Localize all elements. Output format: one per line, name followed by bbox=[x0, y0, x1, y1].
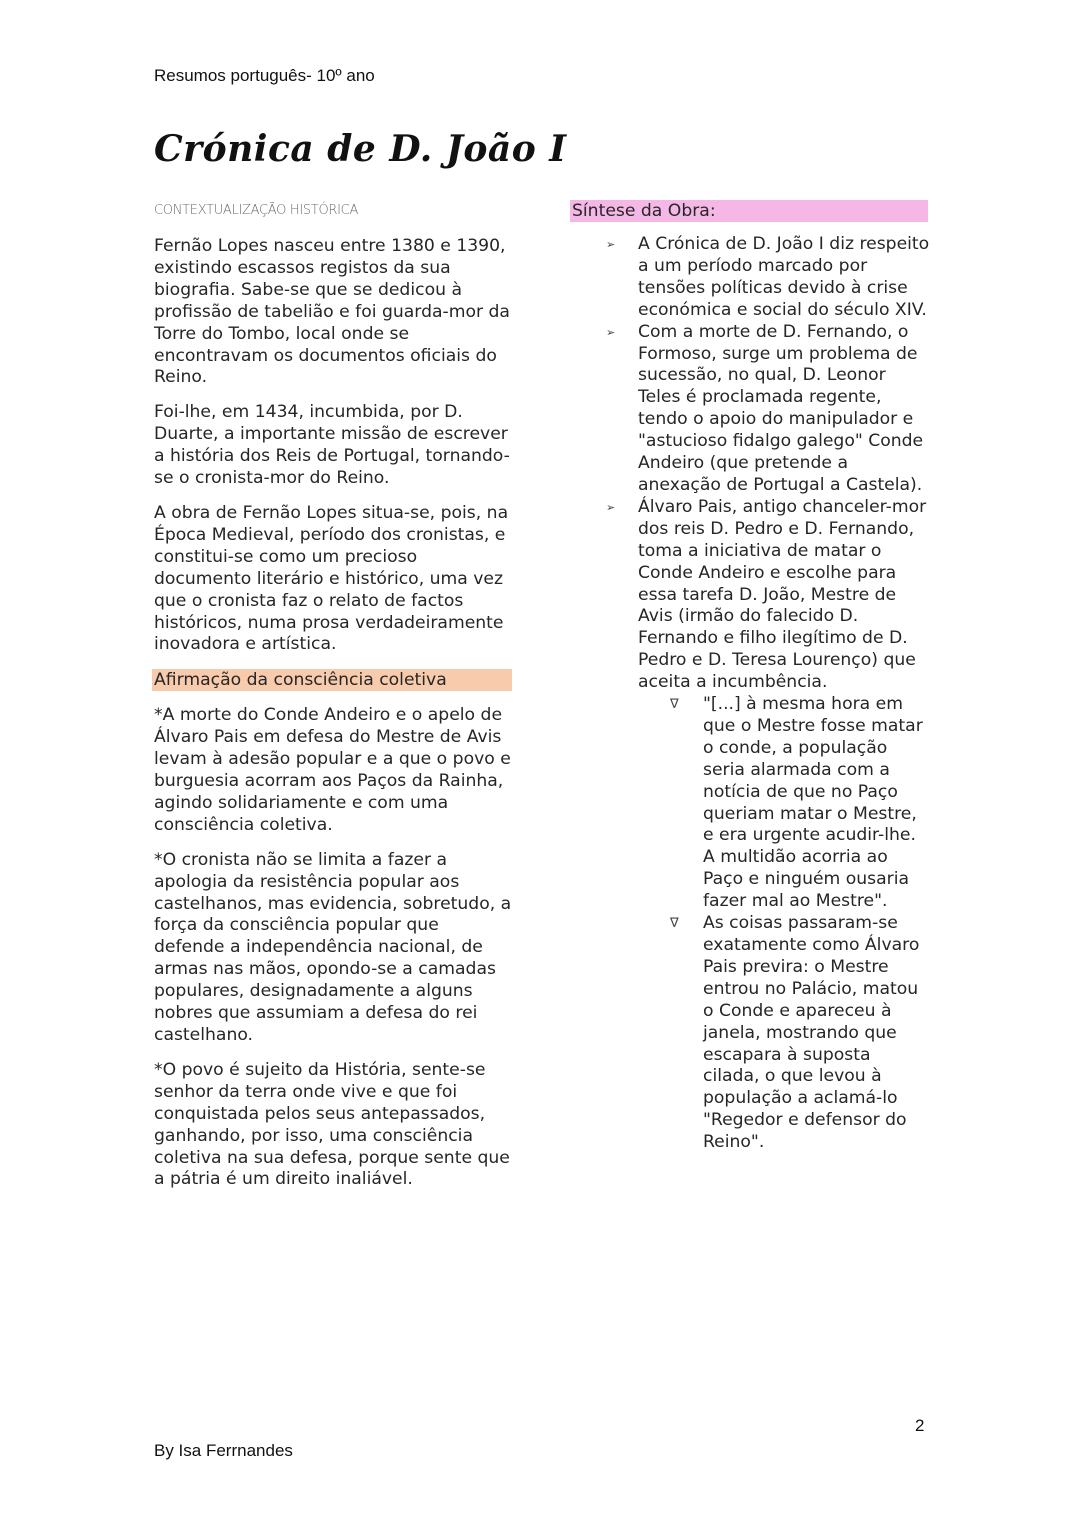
arrow-bullet-icon: ➢ bbox=[606, 238, 616, 251]
arrow-bullet-icon: ➢ bbox=[606, 325, 616, 339]
synthesis-list bbox=[570, 234, 930, 1154]
page-footer-author: By Isa Ferrnandes bbox=[154, 1441, 293, 1460]
list-item-text: Com a morte de D. Fernando, o Formoso, surge um problema de sucessão, no qual, D. Leonor Teles é proclamada regente, tendo o apoio do manipulador e "astucioso fidalgo galego" Conde Andeiro (que pretende a anexação de Portugal a Castela). bbox=[638, 321, 924, 495]
list-item bbox=[570, 234, 930, 322]
right-column bbox=[570, 200, 930, 1154]
left-column bbox=[154, 203, 514, 1204]
highlighted-heading-sintese: Síntese da Obra: bbox=[570, 200, 928, 222]
point-paragraph: *O cronista não se limita a fazer a apologia da resistência popular aos castelhanos, mas evidencia, sobretudo, a força da consciência popular que defende a independência nacional, de armas nas mãos, opondo-se a camadas populares, designadamente a alguns nobres que assumiam a defesa do rei castelhano. bbox=[154, 849, 512, 1045]
sub-list-item bbox=[570, 913, 930, 1154]
arrow-bullet-icon: ➢ bbox=[606, 500, 616, 514]
document-title: Crónica de D. João I bbox=[154, 128, 567, 170]
point-paragraph: *O povo é sujeito da História, sente-se senhor da terra onde vive e que foi conquistada pelos seus antepassados, ganhando, por isso, uma consciência coletiva na sua defesa, porque sente que a pátria é um direito inaliável. bbox=[154, 1059, 510, 1190]
page-number: 2 bbox=[915, 1416, 925, 1435]
list-item bbox=[570, 322, 930, 497]
sub-list-item bbox=[570, 694, 930, 913]
triangle-bullet-icon: ∇ bbox=[670, 916, 679, 932]
list-item-text: Álvaro Pais, antigo chanceler-mor dos reis D. Pedro e D. Fernando, toma a iniciativa de matar o Conde Andeiro e escolhe para essa tarefa D. João, Mestre de Avis (irmão do falecido D. Fernando e filho ilegítimo de D. Pedro e D. Teresa Lourenço) que aceita a incumbência. bbox=[638, 496, 927, 693]
highlighted-heading-consciencia: Afirmação da consciência coletiva bbox=[152, 669, 512, 691]
point-paragraph: *A morte do Conde Andeiro e o apelo de Álvaro Pais em defesa do Mestre de Avis levam à adesão popular e a que o povo e burguesia acorram aos Paços da Rainha, agindo solidariamente e com uma consciência coletiva. bbox=[154, 705, 511, 835]
sub-list bbox=[638, 694, 930, 1154]
paragraph: Fernão Lopes nasceu entre 1380 e 1390, existindo escassos registos da sua biografia. Sabe-se que se dedicou à profissão de tabelião e foi guarda-mor da Torre do Tombo, local onde se encontravam os documentos oficiais do Reino. bbox=[154, 236, 510, 388]
sub-list-item-text: As coisas passaram-se exatamente como Álvaro Pais previra: o Mestre entrou no Palácio, matou o Conde e apareceu à janela, mostrando que escapara à suposta cilada, o que levou à população a aclamá-lo "Regedor e defensor do Reino". bbox=[703, 913, 920, 1153]
list-item bbox=[570, 497, 930, 1154]
sub-list-item-text: "[...] à mesma hora em que o Mestre fosse matar o conde, a população seria alarmada com a notícia de que no Paço queriam matar o Mestre, e era urgente acudir-lhe. A multidão acorria ao Paço e ninguém ousaria fazer mal ao Mestre". bbox=[703, 694, 923, 912]
triangle-bullet-icon: ∇ bbox=[670, 697, 679, 713]
paragraph: A obra de Fernão Lopes situa-se, pois, na Época Medieval, período dos cronistas, e constitui-se como um precioso documento literário e histórico, uma vez que o cronista faz o relato de factos históricos, numa prosa verdadeiramente inovadora e artística. bbox=[154, 502, 509, 655]
section-heading-contextualizacao: CONTEXTUALIZAÇÃO HISTÓRICA bbox=[154, 203, 359, 218]
page-header: Resumos português- 10º ano bbox=[154, 66, 375, 85]
paragraph: Foi-lhe, em 1434, incumbida, por D. Duarte, a importante missão de escrever a história dos Reis de Portugal, tornando-se o cronista-mor do Reino. bbox=[154, 402, 510, 489]
list-item-text: A Crónica de D. João I diz respeito a um período marcado por tensões políticas devido à crise económica e social do século XIV. bbox=[638, 234, 930, 320]
